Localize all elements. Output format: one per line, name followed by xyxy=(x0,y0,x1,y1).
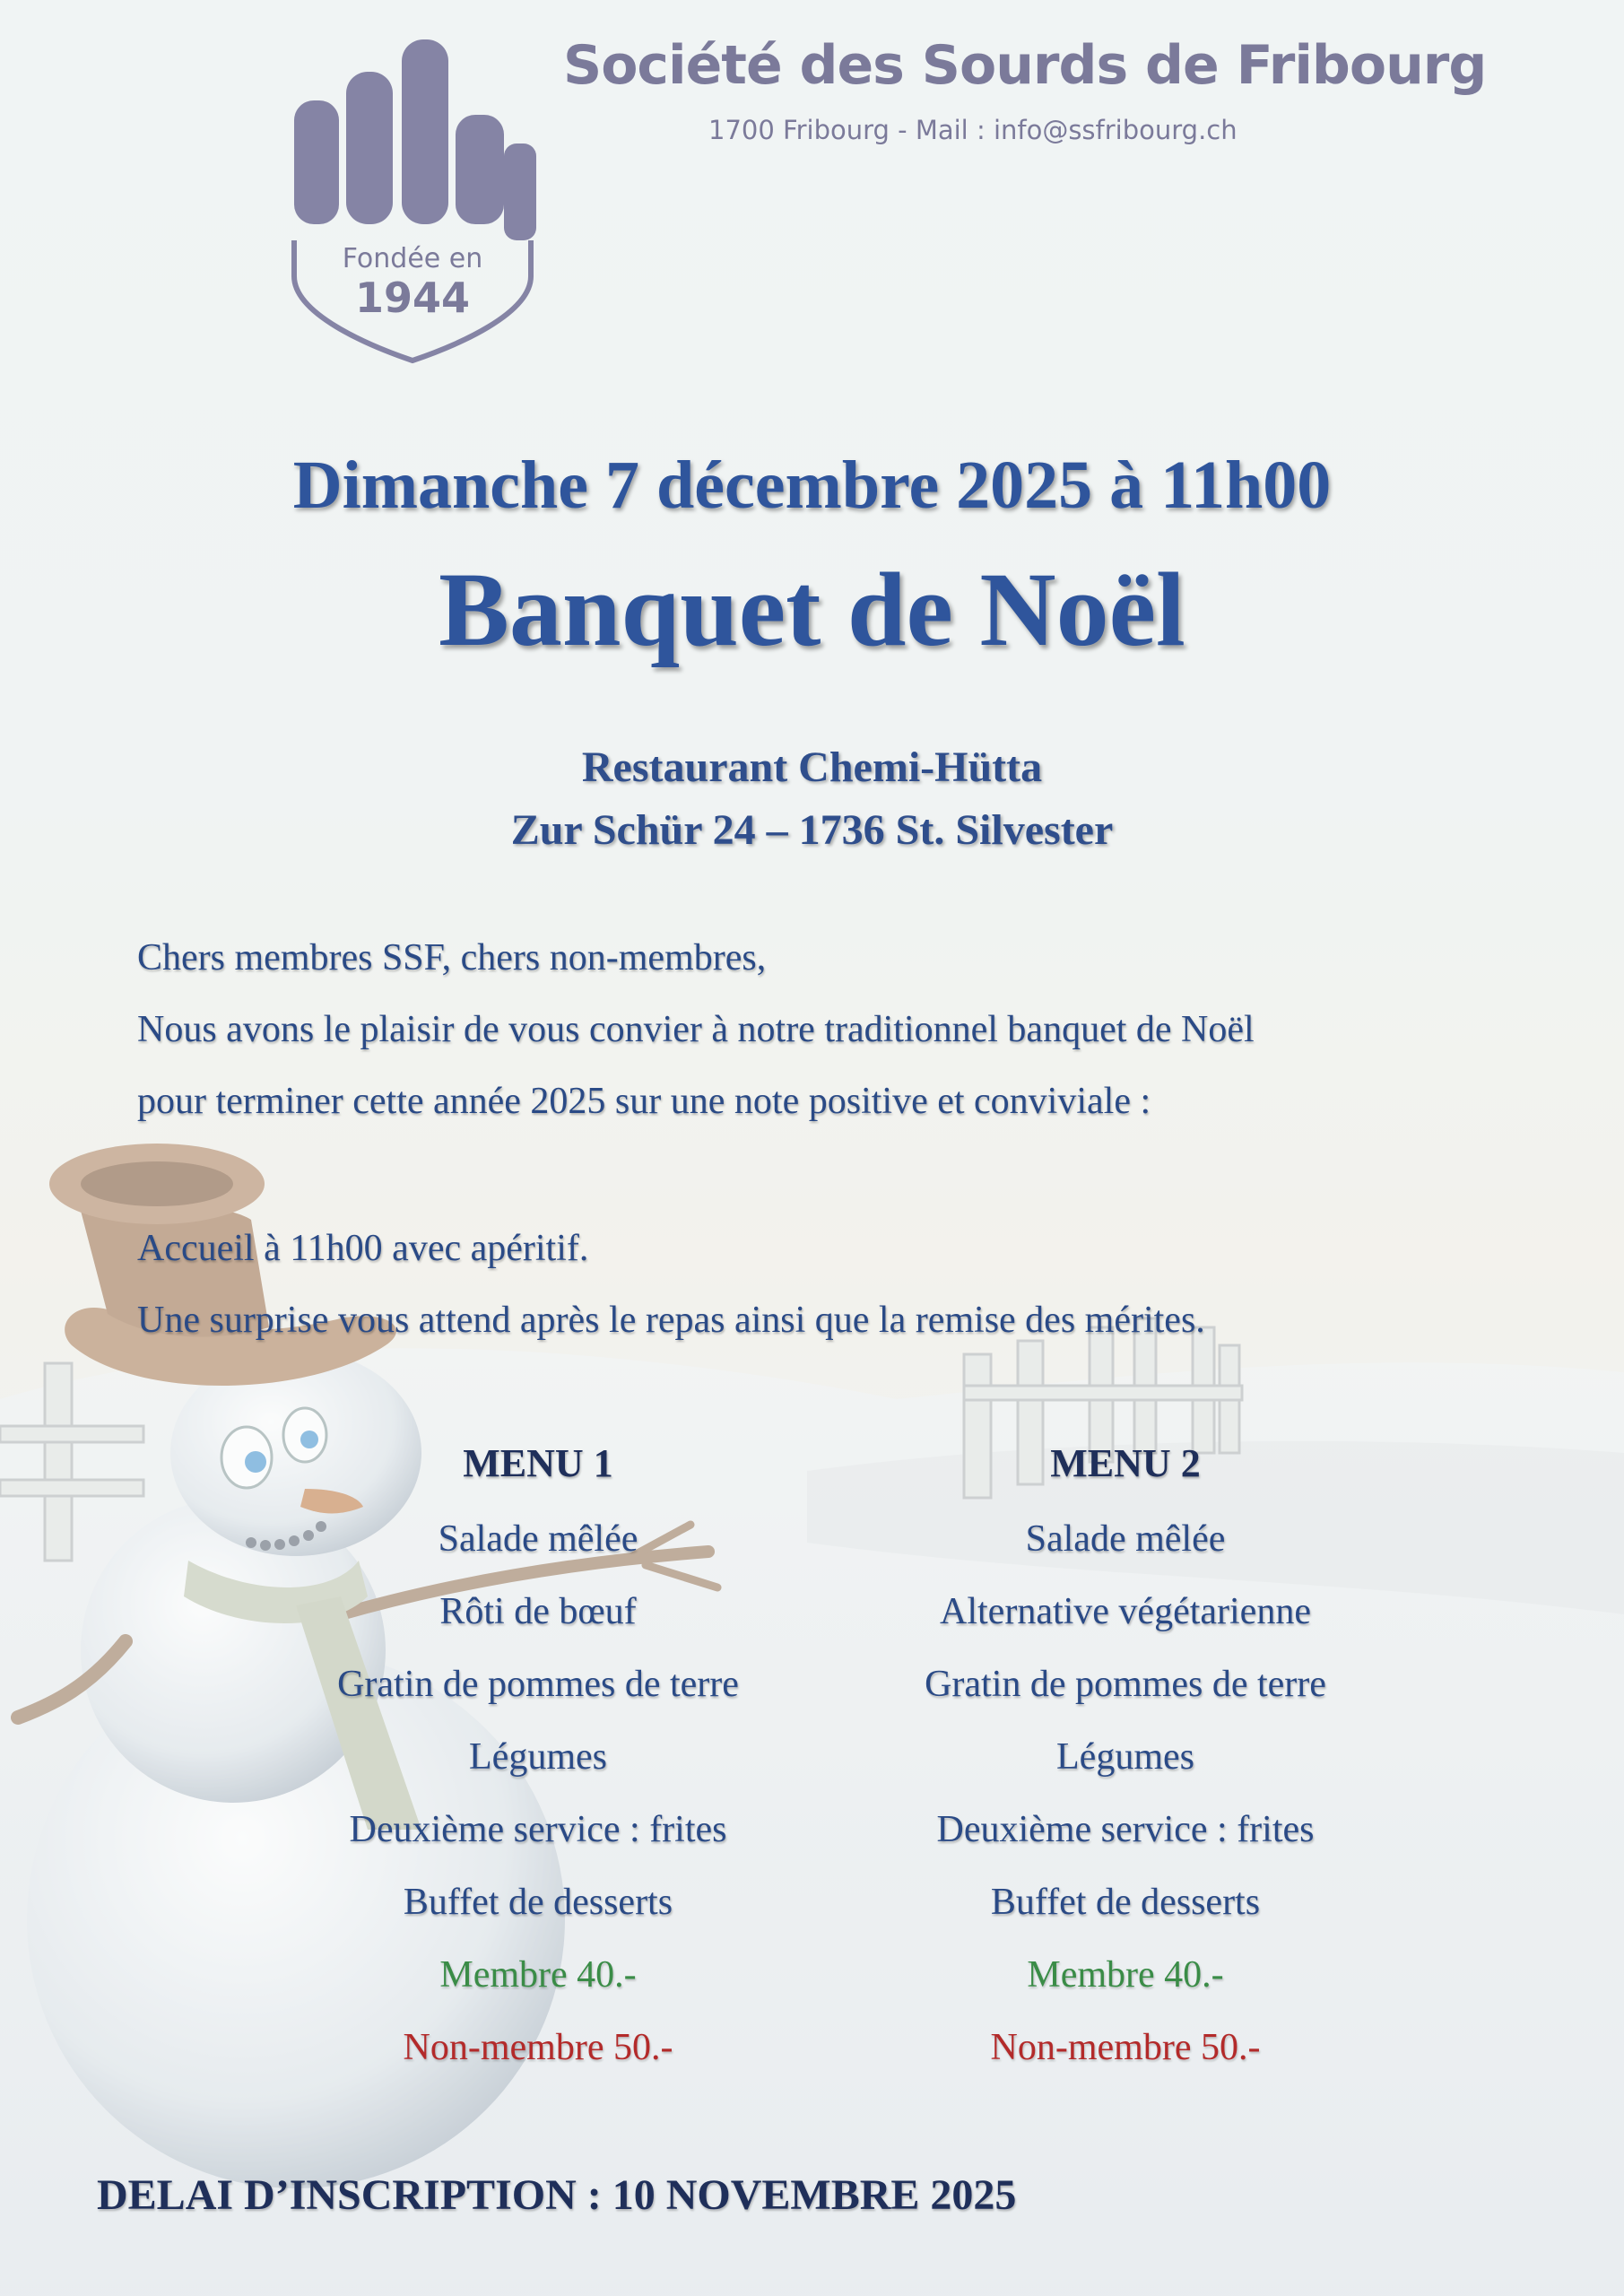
ssf-logo xyxy=(287,36,538,368)
intro-line-3: pour terminer cette année 2025 sur une note positive et conviviale : xyxy=(137,1081,1151,1122)
menu-item: Légumes xyxy=(1056,1736,1194,1778)
price-member: Membre 40.- xyxy=(1027,1954,1224,1996)
organization-name: Société des Sourds de Fribourg xyxy=(563,34,1487,97)
registration-deadline: DELAI D’INSCRIPTION : 10 NOVEMBRE 2025 xyxy=(97,2171,1017,2219)
menu-item: Gratin de pommes de terre xyxy=(925,1664,1326,1705)
menu-item: Deuxième service : frites xyxy=(349,1809,727,1850)
menu-item: Salade mêlée xyxy=(438,1518,638,1560)
intro-line-4: Accueil à 11h00 avec apéritif. xyxy=(137,1228,589,1269)
menu-title: MENU 1 xyxy=(463,1441,613,1485)
price-member: Membre 40.- xyxy=(439,1954,637,1996)
logo-founded-year: 1944 xyxy=(354,274,471,322)
menu-item: Alternative végétarienne xyxy=(940,1591,1311,1632)
menu-item: Légumes xyxy=(469,1736,607,1778)
price-non-member: Non-membre 50.- xyxy=(990,2027,1261,2068)
menu-item: Gratin de pommes de terre xyxy=(337,1664,739,1705)
menu-item: Deuxième service : frites xyxy=(936,1809,1315,1850)
menu-2 xyxy=(838,1437,1412,2092)
event-date: Dimanche 7 décembre 2025 à 11h00 xyxy=(292,448,1332,523)
menu-1 xyxy=(251,1437,825,2092)
price-non-member: Non-membre 50.- xyxy=(403,2027,673,2068)
intro-line-5: Une surprise vous attend après le repas ainsi que la remise des mérites. xyxy=(137,1300,1205,1341)
menu-item: Buffet de desserts xyxy=(990,1882,1261,1923)
intro-line-1: Chers membres SSF, chers non-membres, xyxy=(137,937,767,978)
intro-line-2: Nous avons le plaisir de vous convier à notre traditionnel banquet de Noël xyxy=(137,1009,1255,1050)
venue-name: Restaurant Chemi-Hütta xyxy=(581,744,1043,791)
event-title: Banquet de Noël xyxy=(439,551,1185,668)
organization-contact: 1700 Fribourg - Mail : info@ssfribourg.ch xyxy=(708,115,1238,145)
menu-item: Buffet de desserts xyxy=(403,1882,673,1923)
menu-title: MENU 2 xyxy=(1050,1441,1201,1485)
venue-address: Zur Schür 24 – 1736 St. Silvester xyxy=(510,806,1114,854)
menu-item: Rôti de bœuf xyxy=(439,1591,637,1632)
logo-founded-label: Fondée en xyxy=(342,243,483,274)
menu-item: Salade mêlée xyxy=(1025,1518,1226,1560)
